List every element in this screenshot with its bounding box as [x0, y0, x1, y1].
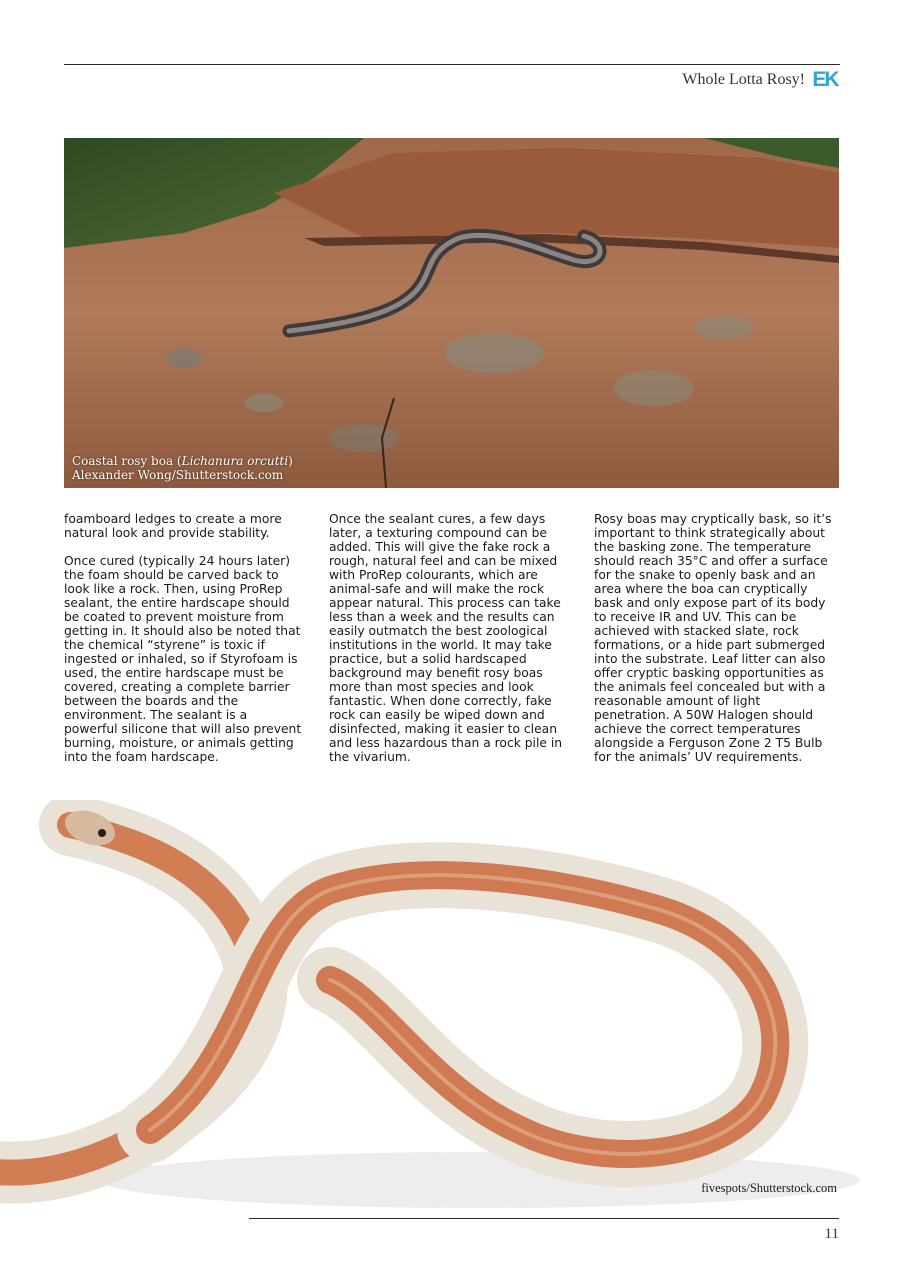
- rosy-boa-illustration: [0, 800, 905, 1230]
- paragraph: Rosy boas may cryptically bask, so it’s important to think strategically about the basking zone. The temperature should reach 35°C and offer a surface for the snake to openly bask and an area where the boa can cryptically bask and only expose part of its body to receive IR and UV. This can be achieved with stacked slate, rock formations, or a hide part submerged into the substrate. Leaf litter can also offer cryptic basking opportunities as the animals feel concealed but with a reasonable amount of light penetration. A 50W Halogen should achieve the correct temperatures alongside a Ferguson Zone 2 T5 Bulb for the animals’ UV requirements.: [594, 512, 832, 764]
- running-head: [682, 66, 839, 94]
- article-column-2: [329, 512, 569, 778]
- page-number: 11: [824, 1226, 839, 1242]
- top-photo-caption: [72, 454, 293, 482]
- paragraph: foamboard ledges to create a more natural look and provide stability.: [64, 512, 282, 540]
- rock-snake-photo: [64, 138, 839, 488]
- bottom-photo-credit: fivespots/Shutterstock.com: [701, 1181, 837, 1195]
- rosy-boa-cutout-photo: [0, 800, 905, 1230]
- caption-species: Lichanura orcutti: [181, 454, 289, 468]
- top-photo-credit: Alexander Wong/Shutterstock.com: [72, 468, 284, 482]
- running-title: Whole Lotta Rosy!: [682, 71, 805, 88]
- top-rule: [64, 64, 840, 65]
- paragraph: Once cured (typically 24 hours later) the foam should be carved back to look like a rock. Then, using ProRep sealant, the entire hardscape should be coated to prevent moisture from getting in. It should also be noted that the chemical “styrene” is toxic if ingested or inhaled, so if Styrofoam is used, the entire hardscape must be covered, creating a complete barrier between the boards and the environment. The sealant is a powerful silicone that will also prevent burning, moisture, or animals getting into the foam hardscape.: [64, 554, 302, 764]
- article-column-3: [594, 512, 834, 778]
- bottom-rule: [249, 1218, 839, 1219]
- magazine-logo: EK: [812, 68, 838, 91]
- rock-snake-illustration: [64, 138, 839, 488]
- article-column-1: [64, 512, 304, 778]
- caption-suffix: ): [288, 454, 293, 468]
- paragraph: Once the sealant cures, a few days later, a texturing compound can be added. This will give the fake rock a rough, natural feel and can be mixed with ProRep colourants, which are animal-safe and will make the rock appear natural. This process can take less than a week and the results can easily outmatch the best zoological institutions in the world. It may take practice, but a solid hardscaped background may benefit rosy boas more than most species and look fantastic. When done correctly, fake rock can easily be wiped down and disinfected, making it easier to clean and less hazardous than a rock pile in the vivarium.: [329, 512, 563, 764]
- caption-prefix: Coastal rosy boa (: [72, 454, 182, 468]
